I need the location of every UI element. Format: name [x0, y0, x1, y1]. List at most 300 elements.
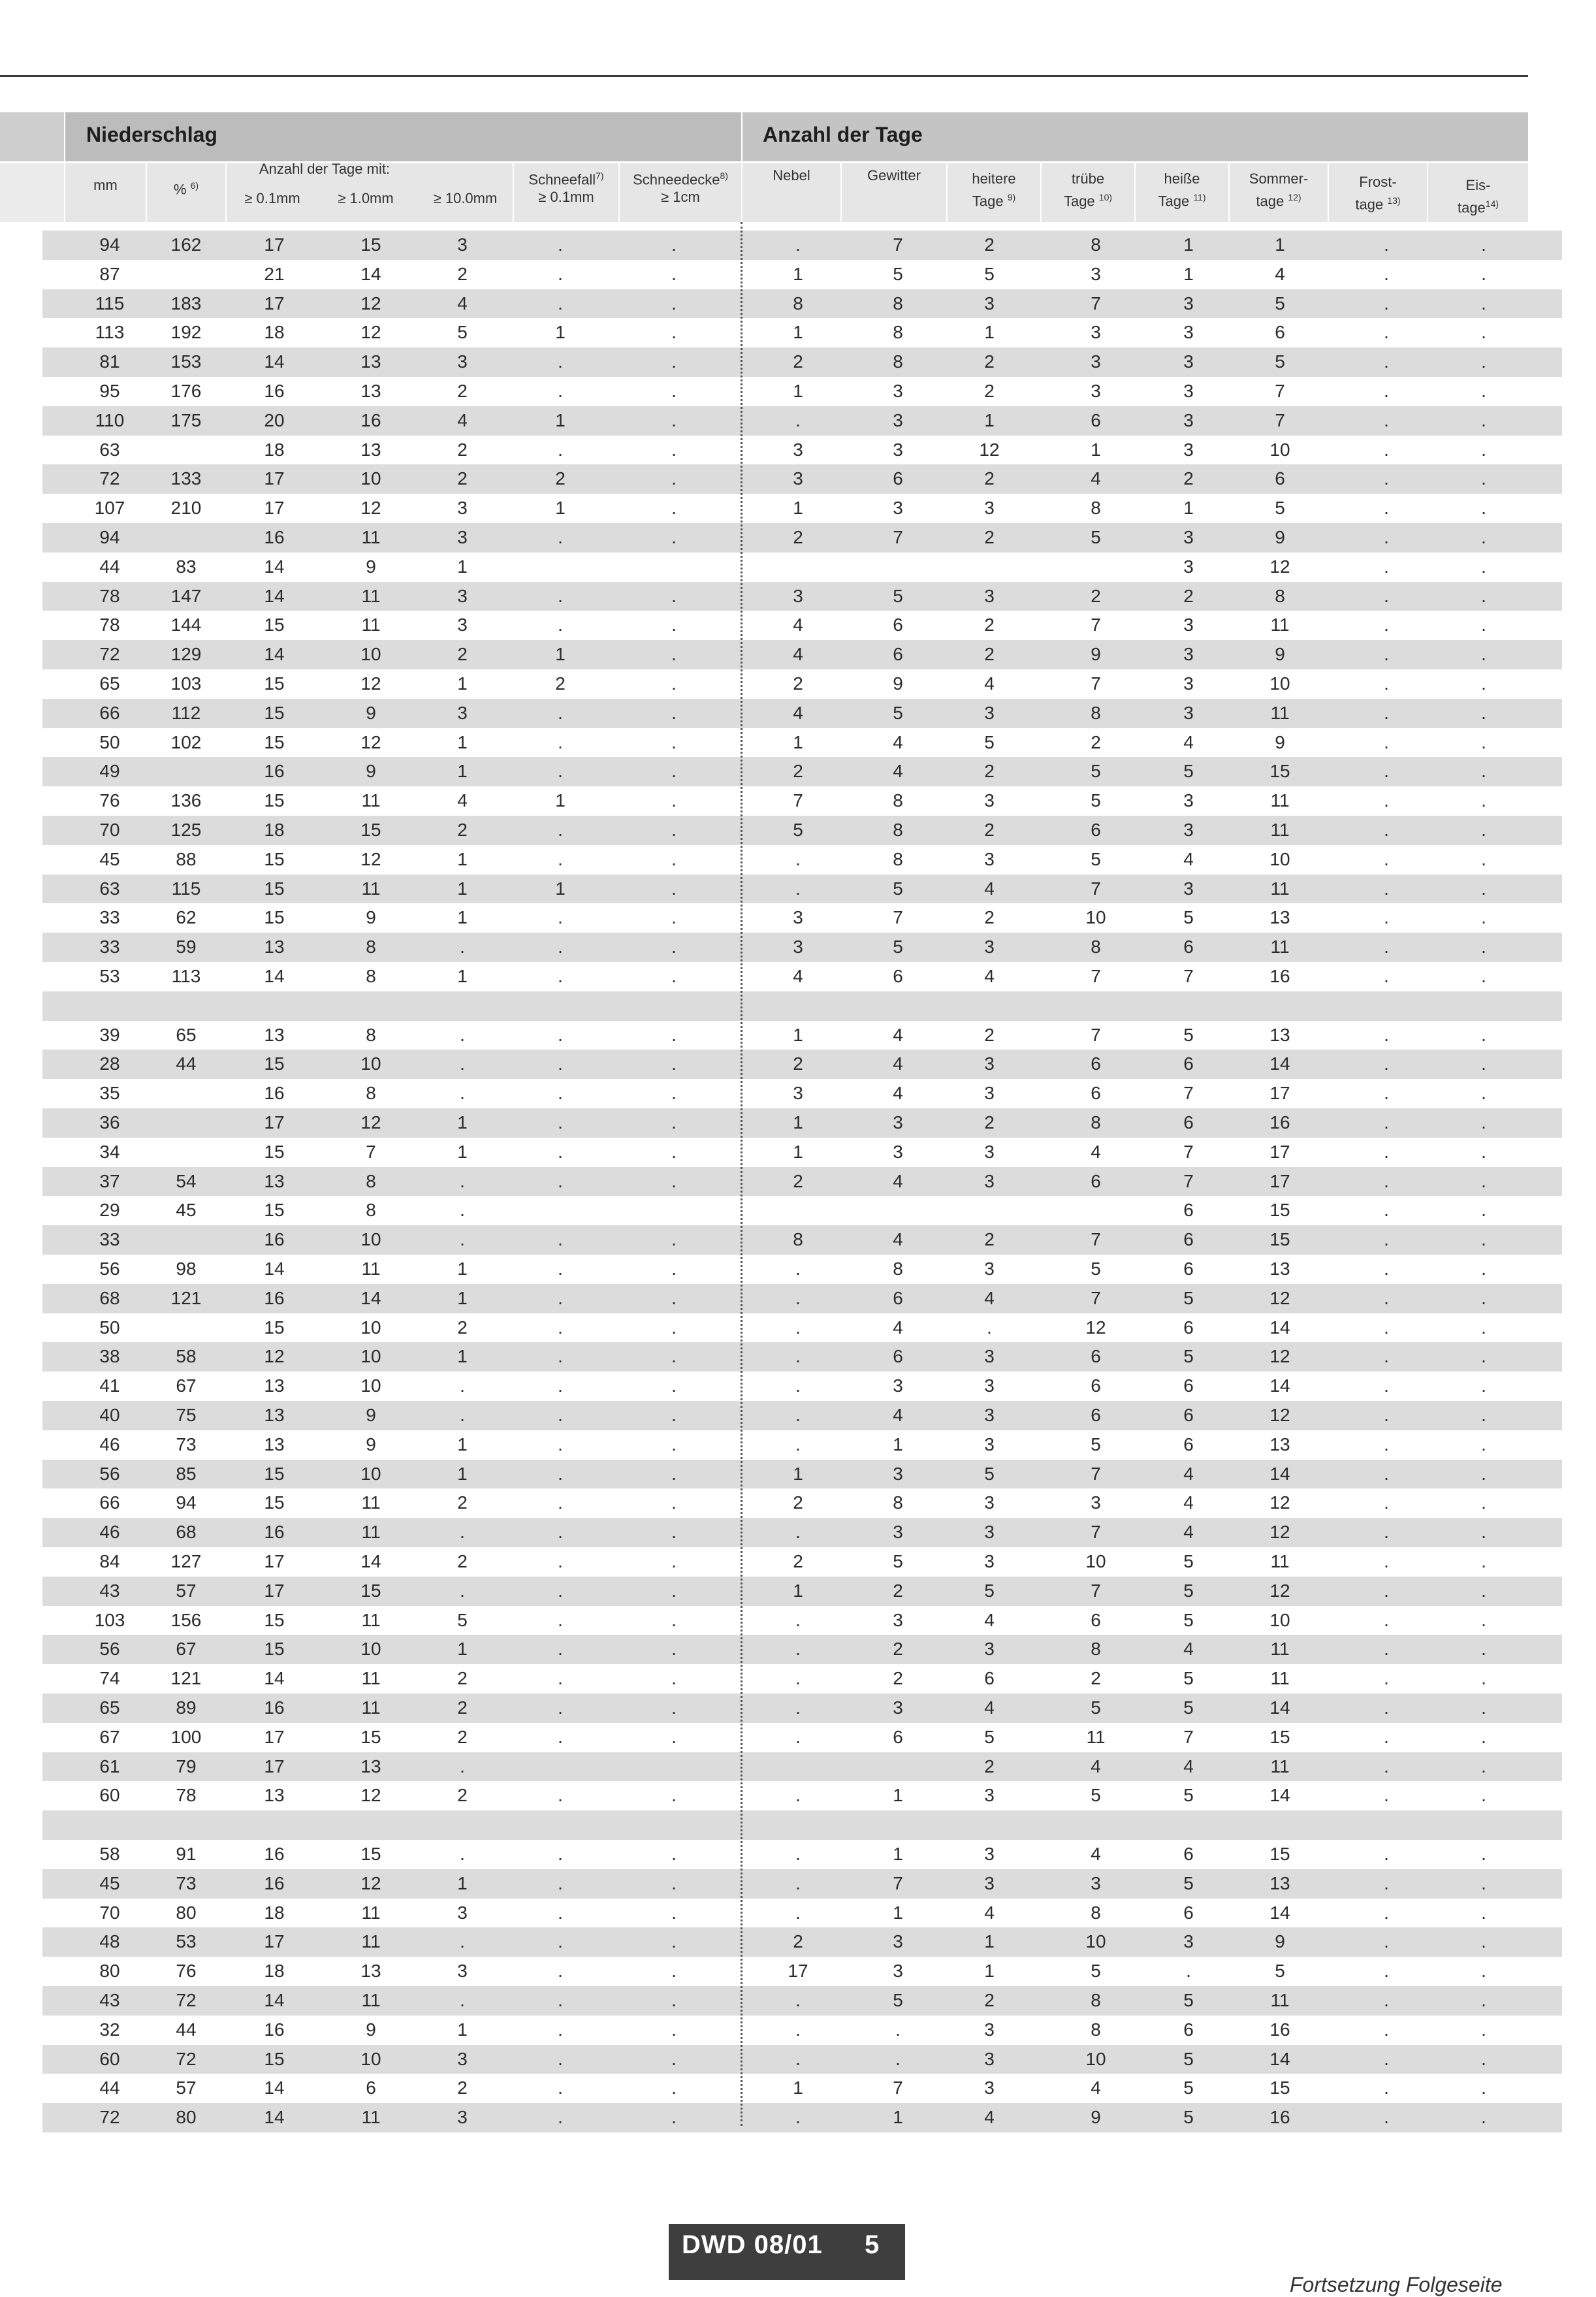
- table-cell: [772, 553, 824, 582]
- table-row: [42, 347, 1562, 377]
- table-cell: .: [460, 1990, 465, 2010]
- table-cell: 45: [99, 1872, 120, 1893]
- table-cell: .: [1481, 1609, 1486, 1630]
- table-cell: 15: [264, 790, 285, 811]
- table-cell: .: [1481, 585, 1486, 606]
- table-cell: 1: [984, 1931, 995, 1952]
- table-cell: [534, 1810, 586, 1840]
- table-cell: .: [558, 702, 563, 723]
- table-cell: 1: [984, 410, 995, 430]
- table-cell: 13: [264, 1405, 285, 1425]
- table-cell: .: [1481, 293, 1486, 313]
- table-cell: 9: [1275, 731, 1285, 752]
- table-cell: [345, 1810, 397, 1840]
- table-cell: 16: [264, 1083, 285, 1104]
- table-cell: .: [558, 937, 563, 957]
- table-cell: 7: [893, 2078, 903, 2098]
- table-cell: .: [671, 1259, 677, 1279]
- table-cell: .: [671, 1697, 677, 1718]
- table-cell: 3: [893, 381, 903, 401]
- table-cell: 8: [893, 820, 903, 840]
- table-cell: .: [1481, 1375, 1486, 1396]
- table-cell: 4: [457, 293, 468, 313]
- table-cell: .: [558, 585, 563, 606]
- table-cell: .: [1481, 1961, 1486, 1982]
- table-cell: .: [1384, 1259, 1389, 1279]
- table-cell: [160, 991, 212, 1021]
- table-cell: 70: [99, 820, 120, 840]
- table-cell: .: [1481, 1053, 1486, 1074]
- table-cell: 13: [264, 937, 285, 957]
- table-cell: .: [795, 848, 801, 869]
- table-cell: .: [1481, 1522, 1486, 1543]
- table-cell: 3: [984, 1492, 995, 1513]
- table-cell: .: [460, 1053, 465, 1074]
- table-cell: 16: [264, 1229, 285, 1250]
- table-row: [42, 1547, 1562, 1577]
- table-cell: .: [558, 1259, 563, 1279]
- table-cell: [534, 1752, 586, 1782]
- table-cell: 9: [366, 1434, 376, 1454]
- table-cell: .: [1481, 1405, 1486, 1425]
- table-cell: .: [460, 1083, 465, 1104]
- table-cell: 67: [176, 1375, 197, 1396]
- table-row: [42, 289, 1562, 319]
- table-cell: 4: [984, 1287, 995, 1308]
- table-cell: 3: [984, 1785, 995, 1806]
- table-row: [42, 231, 1562, 260]
- table-cell: 4: [793, 644, 803, 665]
- table-cell: 3: [1183, 527, 1194, 547]
- table-cell: 4: [793, 615, 803, 635]
- table-cell: 2: [457, 1551, 468, 1571]
- table-cell: 1: [1091, 439, 1101, 460]
- table-cell: [1458, 1810, 1510, 1840]
- header-ge100: ≥ 10.0mm: [433, 190, 498, 206]
- table-cell: .: [1481, 2019, 1486, 2040]
- table-cell: 15: [264, 1463, 285, 1484]
- table-cell: .: [558, 234, 563, 255]
- table-cell: 11: [1270, 1990, 1290, 2010]
- table-cell: 12: [360, 1785, 381, 1806]
- table-cell: 15: [264, 731, 285, 752]
- table-cell: [160, 757, 212, 786]
- table-cell: .: [558, 1609, 563, 1630]
- table-cell: 15: [360, 234, 381, 255]
- table-cell: .: [1481, 644, 1486, 665]
- table-cell: .: [671, 1872, 677, 1893]
- table-cell: 10: [360, 1229, 381, 1250]
- table-cell: .: [795, 1609, 801, 1630]
- table-cell: .: [1384, 498, 1389, 519]
- table-cell: 3: [893, 1697, 903, 1718]
- table-cell: 125: [170, 820, 202, 840]
- table-cell: 16: [264, 1872, 285, 1893]
- table-cell: [772, 991, 824, 1021]
- table-cell: .: [1384, 1990, 1389, 2010]
- table-cell: 11: [361, 1609, 381, 1630]
- table-cell: 2: [984, 615, 995, 635]
- table-cell: .: [558, 1522, 563, 1543]
- table-cell: 12: [360, 1872, 381, 1893]
- table-cell: 2: [793, 1053, 803, 1074]
- table-cell: 4: [893, 1229, 903, 1250]
- table-cell: 4: [1275, 263, 1285, 284]
- table-row: [42, 1050, 1562, 1079]
- table-cell: 34: [99, 1141, 120, 1162]
- table-cell: 7: [1091, 615, 1101, 635]
- table-cell: .: [895, 2048, 901, 2069]
- table-cell: 2: [984, 1112, 995, 1132]
- table-cell: 12: [979, 439, 1000, 460]
- table-cell: 8: [893, 1492, 903, 1513]
- table-cell: 156: [170, 1609, 202, 1630]
- table-cell: 3: [457, 2107, 468, 2128]
- table-cell: 62: [176, 907, 197, 928]
- table-cell: 8: [366, 1170, 376, 1191]
- table-row: [42, 2045, 1562, 2074]
- table-row: [42, 1664, 1562, 1694]
- header-mm: mm: [93, 177, 118, 193]
- table-cell: .: [671, 878, 677, 899]
- table-cell: 4: [984, 673, 995, 694]
- table-row: [42, 1694, 1562, 1723]
- table-cell: 17: [264, 1551, 285, 1571]
- table-cell: 3: [984, 1551, 995, 1571]
- table-cell: 2: [793, 1931, 803, 1952]
- table-cell: 11: [1270, 1551, 1290, 1571]
- table-cell: .: [795, 1639, 801, 1660]
- table-cell: 73: [176, 1434, 197, 1454]
- table-cell: .: [1481, 1112, 1486, 1132]
- table-row: [42, 991, 1562, 1021]
- table-cell: 3: [457, 498, 468, 519]
- header-sommer: Sommer-: [1249, 170, 1309, 187]
- table-cell: 6: [1183, 1844, 1194, 1864]
- table-row: [42, 1927, 1562, 1957]
- table-cell: [963, 1196, 1015, 1225]
- table-cell: .: [795, 1259, 801, 1279]
- table-cell: 8: [366, 1024, 376, 1045]
- table-cell: 14: [1269, 1053, 1290, 1074]
- table-cell: 110: [95, 410, 125, 430]
- table-cell: 5: [984, 263, 995, 284]
- table-cell: 3: [1091, 351, 1101, 372]
- table-cell: .: [1384, 410, 1389, 430]
- table-cell: 8: [366, 1083, 376, 1104]
- table-cell: .: [671, 644, 677, 665]
- table-row: [42, 1752, 1562, 1782]
- table-cell: 4: [1183, 731, 1194, 752]
- table-cell: .: [558, 1112, 563, 1132]
- table-cell: 3: [457, 351, 468, 372]
- table-cell: 39: [99, 1024, 120, 1045]
- table-cell: 7: [1183, 1083, 1194, 1104]
- table-cell: 1: [555, 498, 566, 519]
- table-cell: 6: [1183, 1317, 1194, 1338]
- table-cell: 1: [457, 1639, 468, 1660]
- table-cell: 13: [264, 1024, 285, 1045]
- table-cell: 2: [793, 527, 803, 547]
- table-cell: .: [1384, 1639, 1389, 1660]
- table-cell: .: [558, 966, 563, 986]
- table-cell: 5: [1183, 761, 1194, 782]
- table-cell: 7: [893, 527, 903, 547]
- table-cell: 17: [1269, 1083, 1290, 1104]
- header-schneefall: Schneefall$^{7)}$: [528, 170, 604, 188]
- table-cell: 8: [893, 790, 903, 811]
- table-cell: 95: [99, 381, 120, 401]
- table-cell: 20: [264, 410, 285, 430]
- table-cell: 44: [176, 1053, 197, 1074]
- table-cell: 3: [1183, 556, 1194, 577]
- table-cell: 2: [1091, 731, 1101, 752]
- table-cell: 7: [1091, 1522, 1101, 1543]
- table-cell: .: [671, 1551, 677, 1571]
- table-cell: 1: [457, 966, 468, 986]
- table-cell: 11: [361, 878, 381, 899]
- table-cell: .: [1384, 585, 1389, 606]
- table-cell: .: [795, 1346, 801, 1367]
- footer-badge: [669, 2224, 905, 2280]
- table-cell: .: [671, 615, 677, 635]
- table-cell: 17: [264, 1756, 285, 1776]
- table-cell: 2: [457, 1697, 468, 1718]
- table-cell: 14: [1269, 2048, 1290, 2069]
- table-cell: 112: [171, 702, 201, 723]
- table-cell: 113: [171, 966, 201, 986]
- table-row: [42, 1108, 1562, 1138]
- table-cell: .: [1384, 1287, 1389, 1308]
- table-cell: 1: [793, 322, 803, 343]
- table-cell: 3: [793, 907, 803, 928]
- table-cell: 3: [893, 1463, 903, 1484]
- table-cell: 7: [893, 1872, 903, 1893]
- table-cell: .: [671, 585, 677, 606]
- table-cell: 14: [360, 1551, 381, 1571]
- table-cell: 53: [99, 966, 120, 986]
- table-cell: 2: [793, 1170, 803, 1191]
- table-cell: 14: [264, 1668, 285, 1689]
- table-cell: 3: [984, 1639, 995, 1660]
- table-cell: 3: [1183, 439, 1194, 460]
- table-cell: 12: [1269, 1580, 1290, 1601]
- table-cell: 17: [1269, 1170, 1290, 1191]
- table-cell: 3: [1183, 820, 1194, 840]
- table-cell: .: [558, 2048, 563, 2069]
- table-cell: [248, 991, 300, 1021]
- table-cell: .: [1481, 820, 1486, 840]
- table-cell: 89: [176, 1697, 197, 1718]
- table-cell: 11: [361, 615, 381, 635]
- table-cell: 5: [1183, 1697, 1194, 1718]
- table-cell: 103: [94, 1609, 125, 1630]
- table-cell: 3: [457, 234, 468, 255]
- table-cell: 3: [984, 1053, 995, 1074]
- table-cell: [160, 436, 212, 465]
- table-cell: 4: [893, 1405, 903, 1425]
- table-cell: .: [1384, 2048, 1389, 2069]
- table-cell: 16: [1269, 2019, 1290, 2040]
- table-cell: 14: [264, 351, 285, 372]
- table-cell: [1070, 1196, 1122, 1225]
- table-cell: 3: [984, 1375, 995, 1396]
- table-cell: 94: [176, 1492, 197, 1513]
- table-cell: 91: [176, 1844, 197, 1864]
- table-cell: 4: [1183, 848, 1194, 869]
- table-cell: 94: [99, 234, 120, 255]
- table-cell: .: [671, 1844, 677, 1864]
- table-cell: 10: [1269, 848, 1290, 869]
- table-cell: .: [1384, 702, 1389, 723]
- table-cell: [1070, 1810, 1122, 1840]
- table-cell: 36: [99, 1112, 120, 1132]
- table-cell: 8: [1091, 2019, 1101, 2040]
- table-cell: 15: [360, 1580, 381, 1601]
- table-cell: .: [1384, 1083, 1389, 1104]
- table-cell: 33: [99, 937, 120, 957]
- table-cell: 16: [1269, 1112, 1290, 1132]
- table-cell: 15: [264, 1609, 285, 1630]
- table-cell: 1: [793, 1024, 803, 1045]
- table-cell: .: [558, 2078, 563, 2098]
- table-cell: 103: [170, 673, 202, 694]
- table-cell: .: [1384, 1785, 1389, 1806]
- table-row: [42, 728, 1562, 758]
- table-cell: 144: [170, 615, 202, 635]
- table-cell: 1: [555, 790, 566, 811]
- table-cell: 58: [176, 1346, 197, 1367]
- table-cell: 3: [984, 1872, 995, 1893]
- table-cell: 102: [170, 731, 202, 752]
- table-cell: 4: [1091, 2078, 1101, 2098]
- table-row: [42, 1986, 1562, 2016]
- table-cell: 2: [457, 468, 468, 489]
- table-cell: [648, 991, 700, 1021]
- table-cell: 2: [793, 1492, 803, 1513]
- table-cell: .: [558, 848, 563, 869]
- table-cell: 8: [366, 937, 376, 957]
- table-cell: .: [558, 2107, 563, 2128]
- table-cell: 17: [264, 498, 285, 519]
- table-cell: 121: [170, 1668, 202, 1689]
- table-cell: .: [795, 1697, 801, 1718]
- table-cell: 5: [457, 322, 468, 343]
- table-cell: 3: [793, 937, 803, 957]
- table-cell: 6: [1183, 1112, 1194, 1132]
- header-frost: Frost-: [1359, 174, 1397, 190]
- table-cell: .: [558, 2019, 563, 2040]
- table-cell: 3: [893, 1522, 903, 1543]
- table-cell: 3: [1183, 322, 1194, 343]
- table-cell: 175: [170, 410, 202, 430]
- table-cell: 16: [264, 1697, 285, 1718]
- table-cell: [534, 1196, 586, 1225]
- table-row: [42, 875, 1562, 904]
- table-cell: .: [558, 1580, 563, 1601]
- table-cell: 43: [99, 1580, 120, 1601]
- table-cell: 4: [893, 1170, 903, 1191]
- table-cell: 13: [360, 381, 381, 401]
- header-heitere-tage: Tage $^{9)}$: [972, 192, 1016, 210]
- table-cell: 9: [1091, 2107, 1101, 2128]
- table-cell: 2: [457, 1726, 468, 1747]
- table-cell: 6: [1091, 1609, 1101, 1630]
- table-cell: 11: [361, 1990, 381, 2010]
- table-cell: 3: [1183, 644, 1194, 665]
- table-cell: 10: [360, 1463, 381, 1484]
- table-cell: 13: [360, 439, 381, 460]
- header-ge10: ≥ 1.0mm: [338, 190, 394, 206]
- table-cell: 15: [1269, 1844, 1290, 1864]
- table-cell: 40: [99, 1405, 120, 1425]
- header-ge01: ≥ 0.1mm: [244, 190, 300, 206]
- table-cell: .: [1384, 1053, 1389, 1074]
- column-headers: [0, 163, 1528, 223]
- table-cell: 3: [984, 293, 995, 313]
- table-cell: [160, 1810, 212, 1840]
- table-cell: 5: [1091, 1961, 1101, 1982]
- table-row: [42, 2016, 1562, 2045]
- table-cell: 4: [893, 1083, 903, 1104]
- table-cell: 4: [1091, 1844, 1101, 1864]
- table-cell: 56: [99, 1463, 120, 1484]
- table-cell: 136: [170, 790, 202, 811]
- table-cell: 60: [99, 2048, 120, 2069]
- table-cell: 3: [984, 1434, 995, 1454]
- table-cell: 10: [360, 1053, 381, 1074]
- table-cell: 3: [793, 439, 803, 460]
- table-cell: 2: [555, 468, 566, 489]
- table-cell: .: [460, 1024, 465, 1045]
- table-cell: 80: [99, 1961, 120, 1982]
- table-cell: .: [671, 527, 677, 547]
- table-cell: 7: [1183, 966, 1194, 986]
- section-title-anzahl: Anzahl der Tage: [763, 123, 923, 146]
- table-cell: 6: [1091, 1375, 1101, 1396]
- table-cell: 3: [893, 1609, 903, 1630]
- table-cell: .: [558, 1053, 563, 1074]
- table-cell: 11: [361, 585, 381, 606]
- table-cell: 210: [170, 498, 202, 519]
- footer-badge-label: DWD 08/01: [682, 2230, 823, 2259]
- table-cell: .: [1481, 731, 1486, 752]
- table-cell: .: [1481, 2078, 1486, 2098]
- table-cell: 2: [793, 761, 803, 782]
- table-cell: 3: [1183, 293, 1194, 313]
- table-cell: .: [671, 1112, 677, 1132]
- table-cell: 4: [893, 731, 903, 752]
- table-cell: [160, 1108, 212, 1138]
- table-cell: 7: [793, 790, 803, 811]
- table-cell: .: [671, 234, 677, 255]
- table-cell: 15: [264, 702, 285, 723]
- table-cell: 32: [99, 2019, 120, 2040]
- table-cell: 1: [1183, 498, 1194, 519]
- table-row: [42, 1167, 1562, 1197]
- table-cell: 3: [457, 585, 468, 606]
- table-cell: 44: [99, 2078, 120, 2098]
- table-cell: 80: [176, 1902, 197, 1923]
- table-cell: 15: [264, 1492, 285, 1513]
- table-cell: .: [1384, 848, 1389, 869]
- table-cell: .: [1481, 1668, 1486, 1689]
- table-cell: 5: [1183, 2107, 1194, 2128]
- table-row: [42, 318, 1562, 347]
- table-cell: 6: [1091, 1053, 1101, 1074]
- table-cell: .: [460, 1522, 465, 1543]
- table-cell: 1: [457, 1287, 468, 1308]
